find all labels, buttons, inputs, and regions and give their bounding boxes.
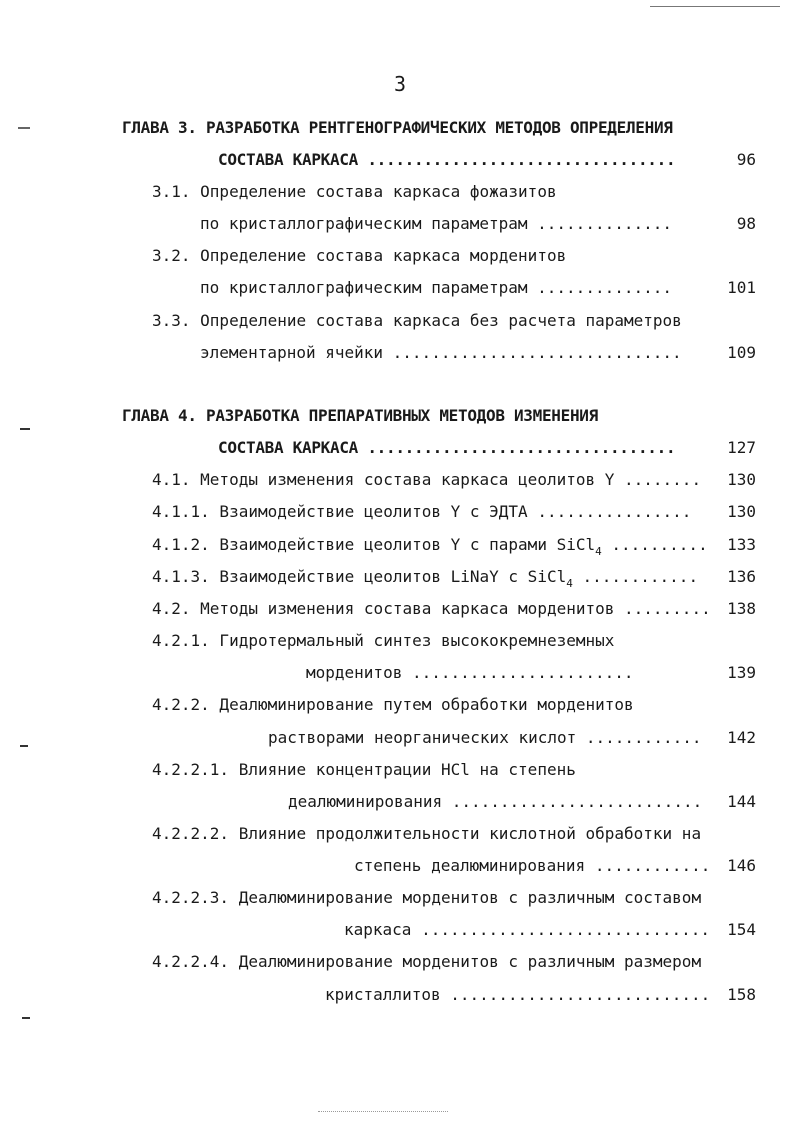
toc-entry-4-2-2-3-page: 154: [727, 920, 756, 939]
toc-entry-3-3-page: 109: [727, 343, 756, 362]
toc-entry-4-1-2-page: 133: [727, 535, 756, 554]
toc-entry-4-1-page: 130: [727, 470, 756, 489]
chapter3-heading: ГЛАВА 3. РАЗРАБОТКА РЕНТГЕНОГРАФИЧЕСКИХ МЕТОДОВ ОПРЕДЕЛЕНИЯ: [122, 118, 673, 137]
subscript-4: 4: [595, 545, 602, 558]
toc-entry-3-3-line1: 3.3. Определение состава каркаса без расчета параметров: [152, 311, 682, 330]
toc-entry-4-1-2: [152, 534, 708, 563]
toc-entry-4-2-page: 138: [727, 599, 756, 618]
toc-entry-3-2-line2: по кристаллографическим параметрам ..............: [200, 278, 673, 297]
toc-entry-4-2-2-4-line1: 4.2.2.4. Деалюминирование морденитов с различным размером: [152, 952, 702, 971]
toc-entry-4-1: 4.1. Методы изменения состава каркаса цеолитов Y ........: [152, 470, 702, 489]
scan-artifact: [318, 1111, 448, 1113]
toc-entry-3-1-line2: по кристаллографическим параметрам ..............: [200, 214, 673, 233]
toc-entry-4-1-1: 4.1.1. Взаимодействие цеолитов Y с ЭДТА ................: [152, 502, 692, 521]
toc-entry-4-2-2-1-line2: деалюминирования ..........................: [288, 792, 703, 811]
toc-entry-4-2: 4.2. Методы изменения состава каркаса морденитов .........: [152, 599, 711, 618]
chapter3-heading-cont: СОСТАВА КАРКАСА .................................: [218, 150, 676, 169]
toc-entry-4-2-2-page: 142: [727, 728, 756, 747]
page-number: 3: [393, 72, 407, 96]
margin-mark: [20, 745, 28, 747]
toc-entry-4-2-2-line1: 4.2.2. Деалюминирование путем обработки морденитов: [152, 695, 634, 714]
toc-entry-3-2-page: 101: [727, 278, 756, 297]
toc-entry-4-2-2-1-page: 144: [727, 792, 756, 811]
toc-entry-4-2-1-page: 139: [727, 663, 756, 682]
margin-mark: [20, 428, 30, 430]
toc-entry-4-2-2-line2: растворами неорганических кислот ............: [268, 728, 702, 747]
chapter4-heading: ГЛАВА 4. РАЗРАБОТКА ПРЕПАРАТИВНЫХ МЕТОДОВ ИЗМЕНЕНИЯ: [122, 406, 598, 425]
margin-mark: [22, 1017, 30, 1019]
toc-entry-3-1-line1: 3.1. Определение состава каркаса фожазитов: [152, 182, 557, 201]
subscript-4: 4: [566, 577, 573, 590]
leader-dots: ............: [572, 567, 699, 586]
toc-entry-4-2-1-line2: морденитов .......................: [306, 663, 634, 682]
chapter4-heading-cont: СОСТАВА КАРКАСА .................................: [218, 438, 676, 457]
toc-entry-4-2-2-3-line2: каркаса ..............................: [344, 920, 711, 939]
toc-entry-4-1-2-text: 4.1.2. Взаимодействие цеолитов Y с парами SiCl: [152, 535, 596, 554]
toc-entry-4-1-3-page: 136: [727, 567, 756, 586]
toc-entry-4-1-1-page: 130: [727, 502, 756, 521]
toc-entry-4-2-2-2-line2: степень деалюминирования ............: [354, 856, 711, 875]
toc-entry-4-2-2-4-page: 158: [727, 985, 756, 1004]
chapter4-page: 127: [727, 438, 756, 457]
toc-entry-4-2-2-2-page: 146: [727, 856, 756, 875]
toc-entry-4-1-3-text: 4.1.3. Взаимодействие цеолитов LiNaY с SiCl: [152, 567, 567, 586]
leader-dots: ..........: [601, 535, 708, 554]
toc-entry-4-1-3: [152, 566, 698, 595]
scan-edge-line: [650, 6, 780, 7]
toc-entry-4-2-2-2-line1: 4.2.2.2. Влияние продолжительности кислотной обработки на: [152, 824, 702, 843]
toc-entry-4-2-2-3-line1: 4.2.2.3. Деалюминирование морденитов с различным составом: [152, 888, 702, 907]
toc-entry-4-2-2-4-line2: кристаллитов ...........................: [325, 985, 711, 1004]
toc-entry-3-2-line1: 3.2. Определение состава каркаса морденитов: [152, 246, 567, 265]
toc-entry-4-2-1-line1: 4.2.1. Гидротермальный синтез высококремнеземных: [152, 631, 615, 650]
margin-mark: [18, 127, 30, 129]
chapter3-page: 96: [736, 150, 756, 169]
toc-entry-3-3-line2: элементарной ячейки ..............................: [200, 343, 682, 362]
toc-entry-4-2-2-1-line1: 4.2.2.1. Влияние концентрации HCl на степень: [152, 760, 576, 779]
toc-entry-3-1-page: 98: [736, 214, 756, 233]
